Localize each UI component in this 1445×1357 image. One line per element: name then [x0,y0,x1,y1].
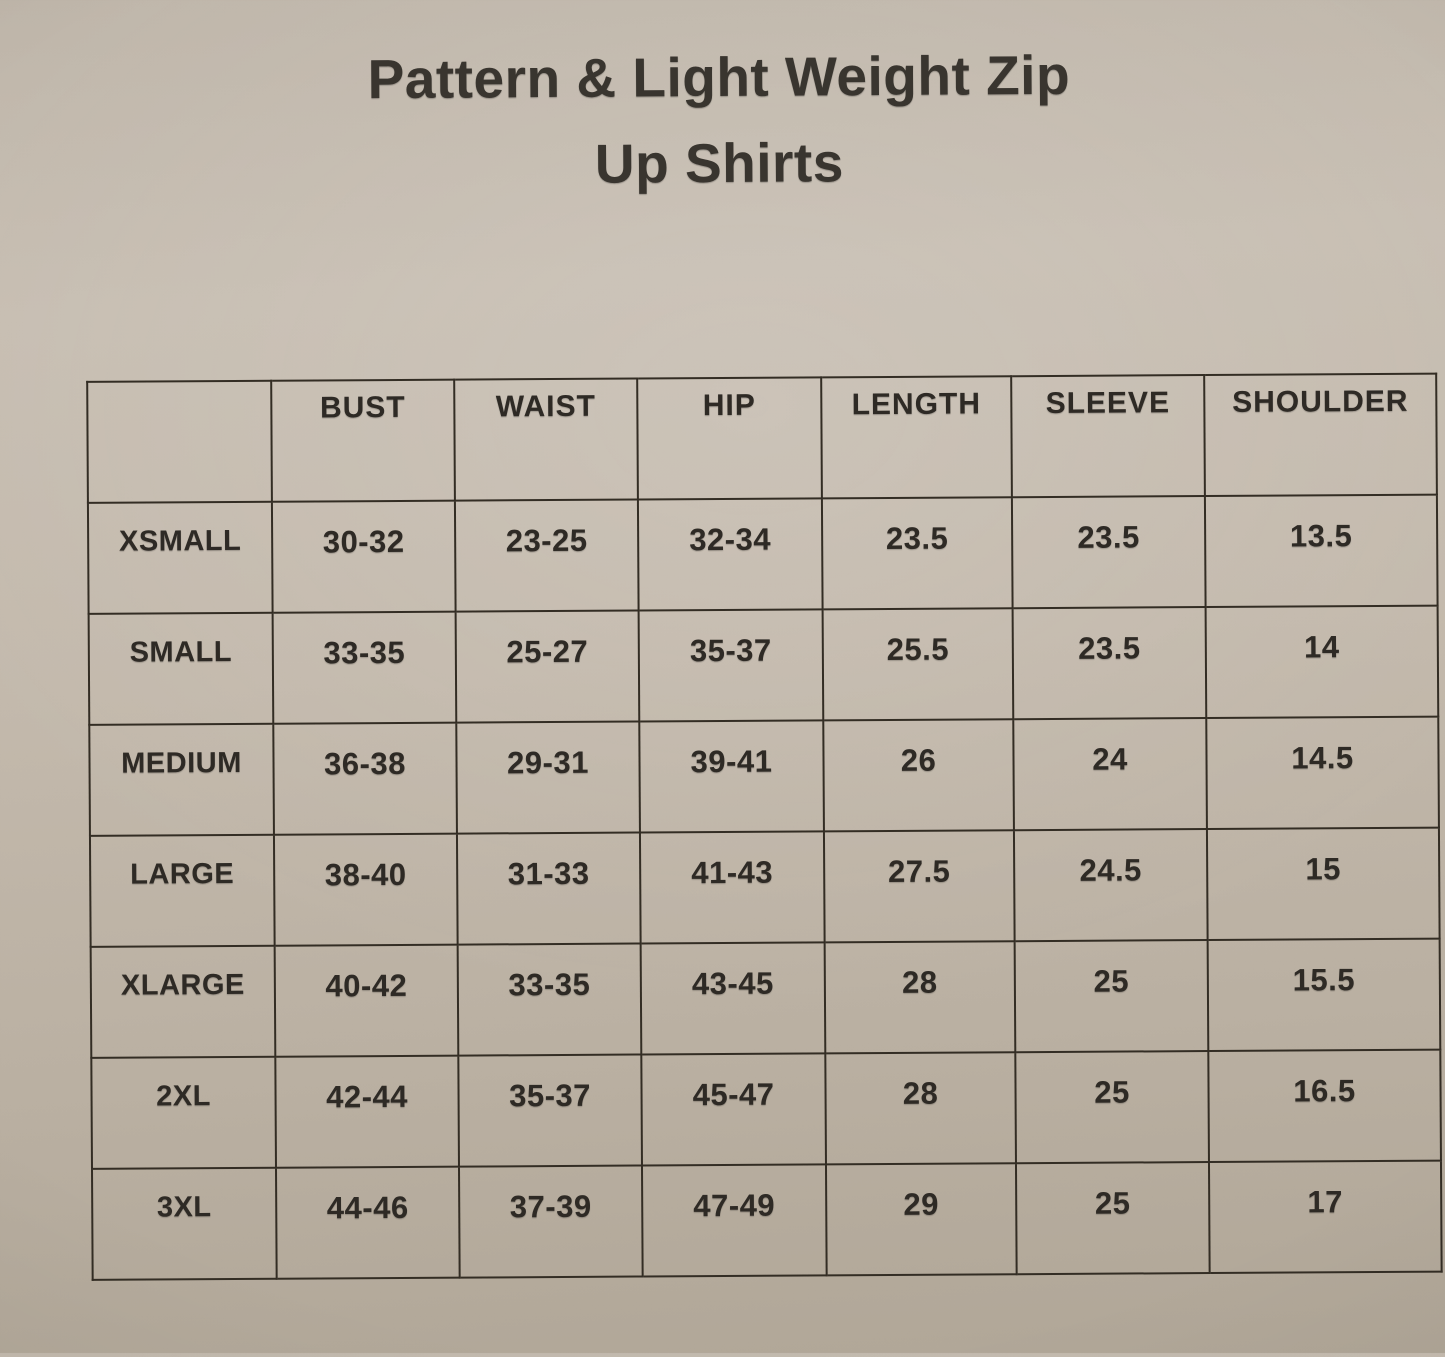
waist-cell: 25-27 [456,611,640,723]
table-row-small [89,606,1439,725]
sleeve-cell: 23.5 [1013,607,1207,719]
size-cell: XSMALL [88,502,273,614]
table-row-medium [89,717,1439,836]
waist-cell: 37-39 [459,1166,643,1278]
table-row-xlarge [91,939,1441,1058]
length-cell: 28 [825,1052,1016,1164]
length-cell: 29 [826,1163,1017,1275]
hip-cell: 43-45 [641,942,826,1054]
header-cell-shoulder: SHOULDER [1204,374,1437,496]
shoulder-cell: 15 [1207,828,1440,940]
bust-cell: 36-38 [273,723,457,835]
size-chart-table [86,373,1442,1281]
size-cell: XLARGE [91,946,276,1058]
length-cell: 28 [825,941,1016,1053]
waist-cell: 23-25 [455,500,639,612]
table-row-large [90,828,1440,947]
shoulder-cell: 15.5 [1208,939,1441,1051]
sleeve-cell: 25 [1015,1051,1209,1163]
header-cell-hip: HIP [637,377,822,499]
sleeve-cell: 24 [1013,718,1207,830]
bust-cell: 40-42 [275,945,459,1057]
header-row [87,374,1437,503]
length-cell: 27.5 [824,830,1015,942]
size-cell: LARGE [90,835,275,947]
size-cell: SMALL [89,613,274,725]
hip-cell: 39-41 [639,720,824,832]
table-row-xsmall [88,495,1438,614]
hip-cell: 47-49 [642,1164,827,1276]
waist-cell: 35-37 [458,1055,642,1167]
header-cell-sleeve: SLEEVE [1011,375,1205,497]
shoulder-cell: 13.5 [1205,495,1438,607]
bust-cell: 42-44 [275,1056,459,1168]
header-cell-length: LENGTH [821,376,1012,498]
page-title-line-2: Up Shirts [594,131,845,195]
length-cell: 23.5 [822,497,1013,609]
sleeve-cell: 25 [1015,940,1209,1052]
page-title-line-1: Pattern & Light Weight Zip [367,43,1071,111]
bust-cell: 30-32 [272,501,456,613]
size-cell: 3XL [92,1168,277,1280]
bust-cell: 38-40 [274,834,458,946]
hip-cell: 32-34 [638,498,823,610]
waist-cell: 29-31 [456,722,640,834]
bust-cell: 44-46 [276,1167,460,1279]
header-cell-empty [87,381,272,503]
hip-cell: 35-37 [639,609,824,721]
page-title [0,30,1442,211]
shoulder-cell: 14 [1206,606,1439,718]
sleeve-cell: 25 [1016,1162,1210,1274]
sleeve-cell: 23.5 [1012,496,1206,608]
length-cell: 25.5 [823,608,1014,720]
sleeve-cell: 24.5 [1014,829,1208,941]
size-cell: 2XL [91,1057,276,1169]
waist-cell: 33-35 [458,944,642,1056]
hip-cell: 41-43 [640,831,825,943]
shoulder-cell: 14.5 [1206,717,1439,829]
table-row-2xl [91,1050,1441,1169]
shoulder-cell: 16.5 [1208,1050,1441,1162]
shoulder-cell: 17 [1209,1161,1442,1273]
waist-cell: 31-33 [457,833,641,945]
length-cell: 26 [823,719,1014,831]
size-cell: MEDIUM [89,724,274,836]
bust-cell: 33-35 [273,612,457,724]
header-cell-waist: WAIST [454,379,638,501]
table-row-3xl [92,1161,1442,1280]
hip-cell: 45-47 [641,1053,826,1165]
header-cell-bust: BUST [271,380,455,502]
